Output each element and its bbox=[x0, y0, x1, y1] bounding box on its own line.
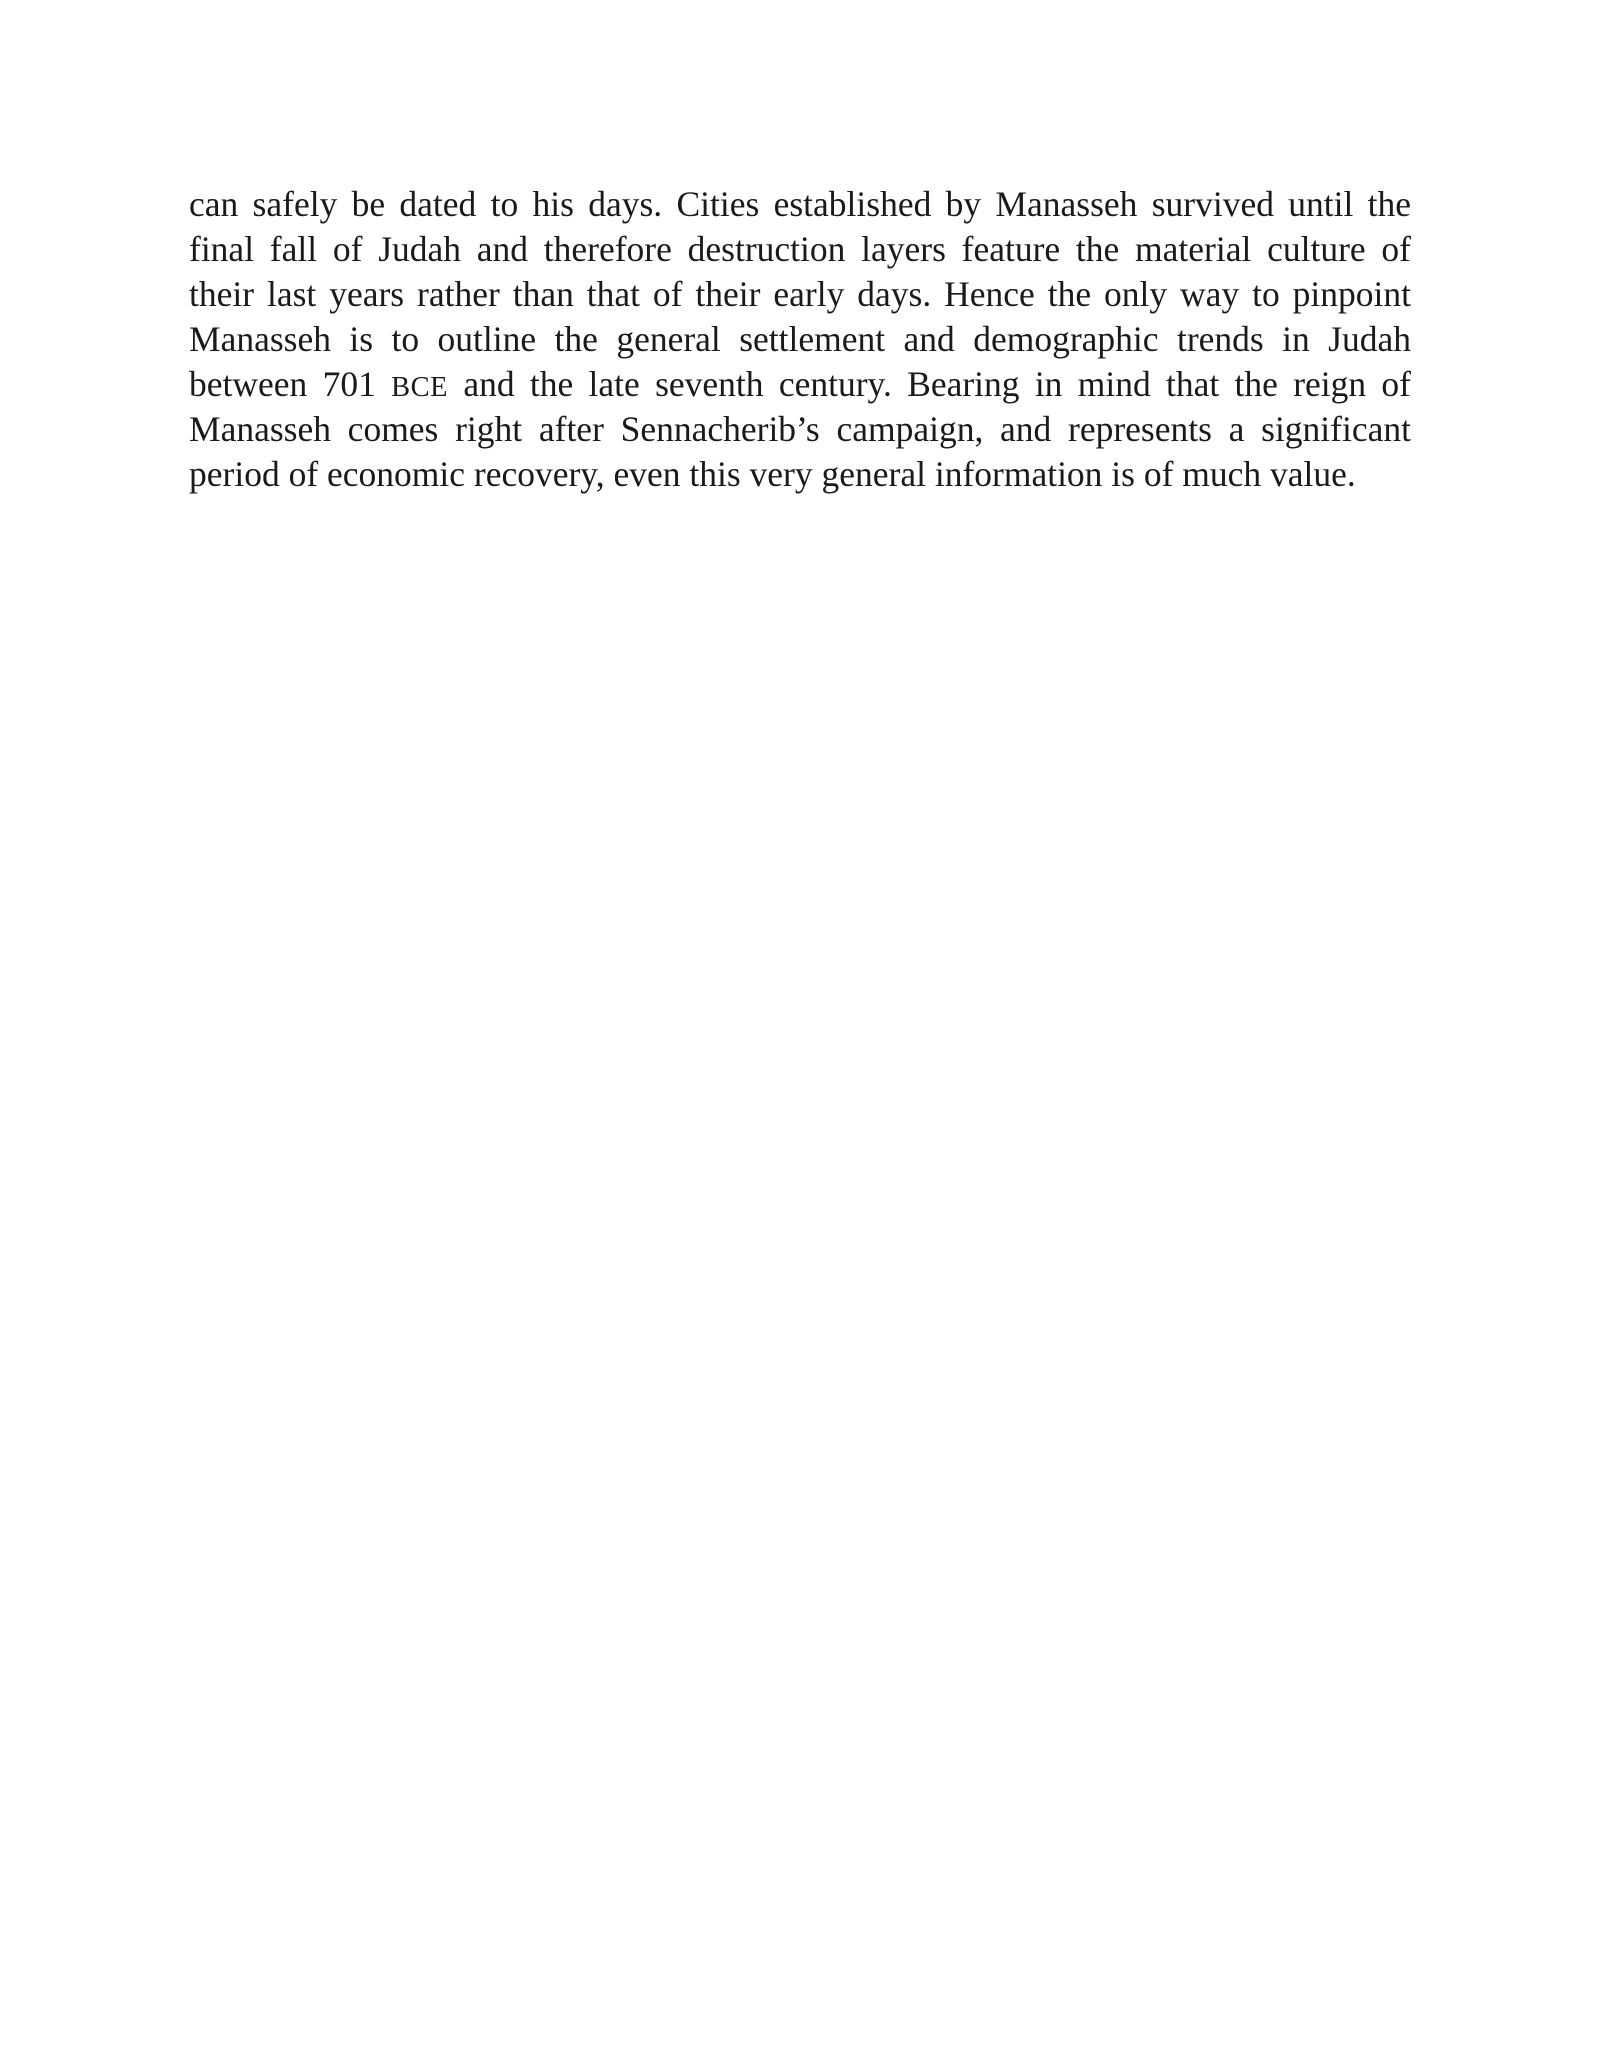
paragraph-line: can safely be dated to his days. Cities established by Manasseh survived until the bbox=[189, 184, 1411, 224]
body-paragraph bbox=[189, 182, 1411, 497]
paragraph-line: final fall of Judah and therefore destruction layers feature the material culture of bbox=[189, 229, 1411, 269]
era-abbreviation: BCE bbox=[391, 372, 449, 403]
paragraph-line: period of economic recovery, even this very general information is of much value. bbox=[189, 454, 1356, 494]
paragraph-line bbox=[189, 362, 1411, 407]
paragraph-line: Manasseh is to outline the general settlement and demographic trends in Judah bbox=[189, 319, 1411, 359]
line-text-before: between 701 bbox=[189, 364, 392, 404]
paragraph-line: Manasseh comes right after Sennacherib’s campaign, and represents a significant bbox=[189, 409, 1411, 449]
paragraph-line: their last years rather than that of their early days. Hence the only way to pinpoint bbox=[189, 274, 1411, 314]
line-text-after: and the late seventh century. Bearing in mind that the reign of bbox=[448, 364, 1412, 404]
